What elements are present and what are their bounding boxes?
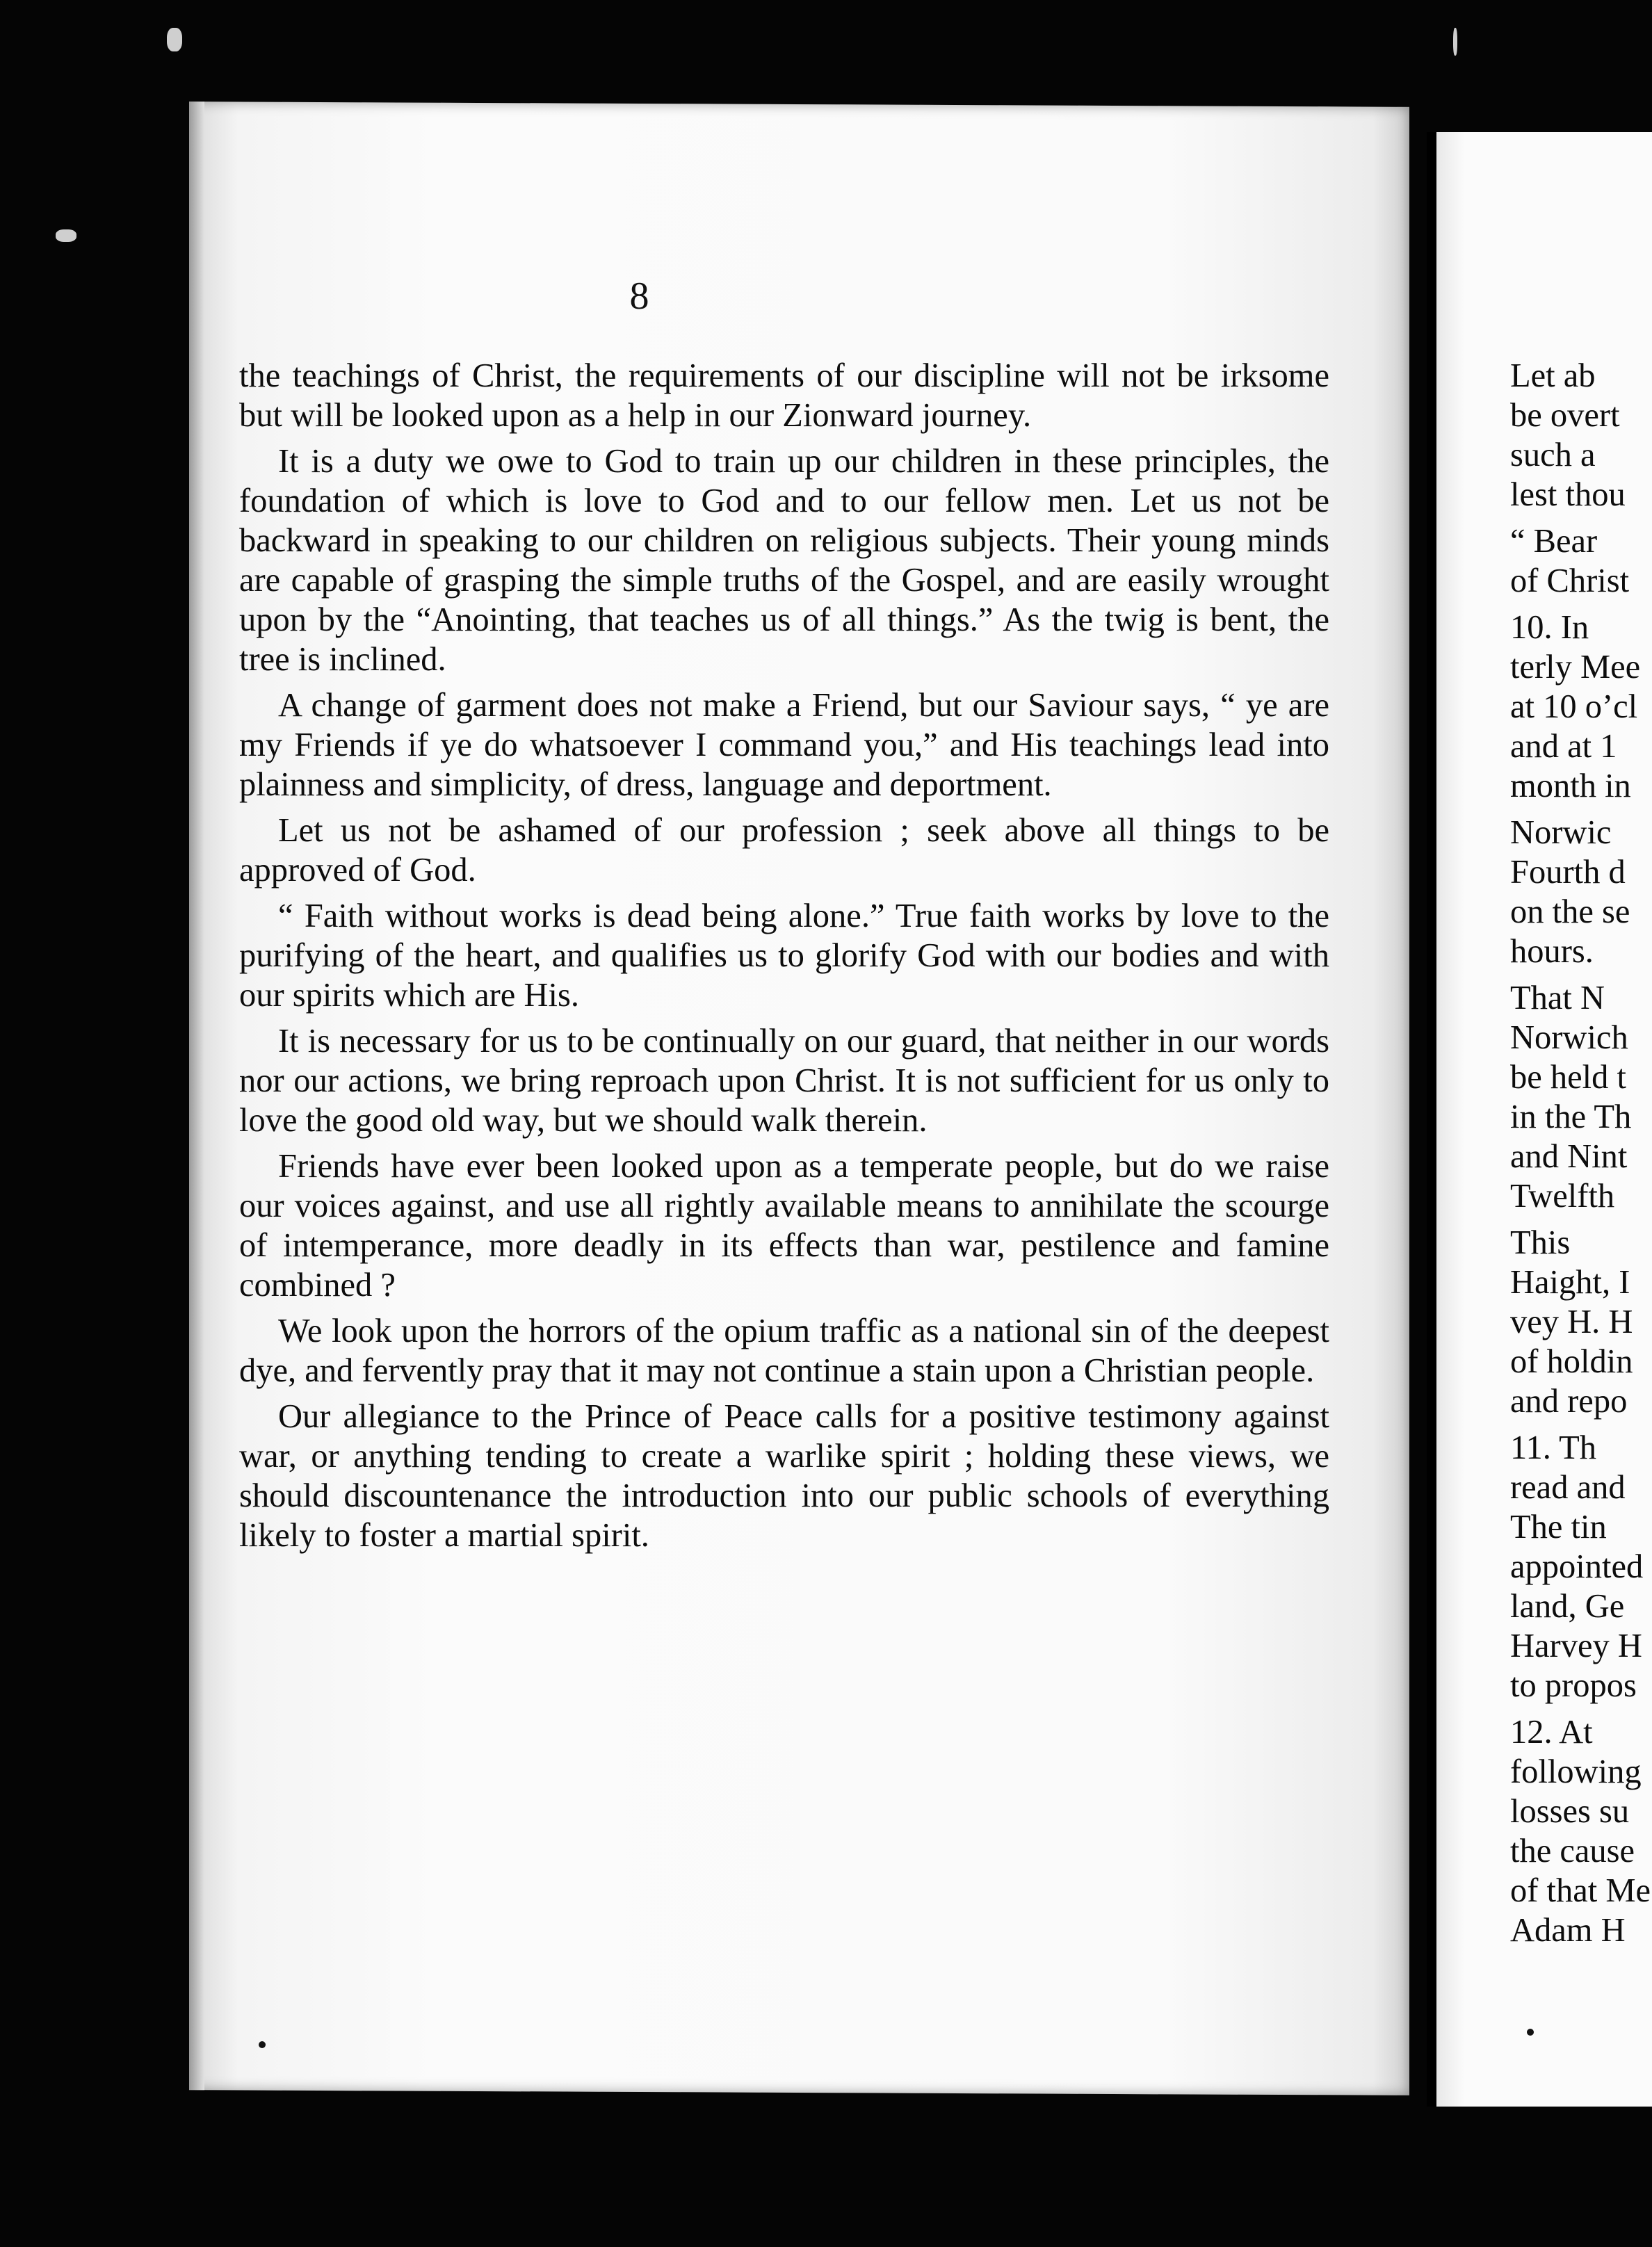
right-page-line: of Christ (1510, 562, 1630, 599)
paragraph: the teachings of Christ, the requirements of our discipline will not be irksome but will be looked upon as a help in our Zionward journey. (239, 357, 1329, 434)
page-edge (189, 102, 204, 2090)
line-gap (1510, 601, 1652, 608)
line-gap (1510, 1216, 1652, 1223)
paragraph: It is necessary for us to be continually on our guard, that neither in our words nor our actions, we bring reproach upon Christ. It is not sufficient for us only to love the good old way, but we should walk therein. (239, 1023, 1329, 1139)
line-gap (1510, 514, 1652, 521)
right-page-line: hours. (1510, 933, 1594, 970)
paragraph: A change of garment does not make a Friend, but our Saviour says, “ ye are my Friends if ye do whatsoever I command you,” and His teachings lead into plainness and simplicity, of dress, language and deportment. (239, 687, 1329, 803)
page-mark (1527, 2029, 1534, 2036)
right-page-line: Adam H (1510, 1912, 1626, 1949)
right-page-line: This (1510, 1224, 1571, 1261)
right-page-line: at 10 o’cl (1510, 688, 1638, 725)
right-page-line: Let ab (1510, 357, 1596, 394)
right-page-line: 12. At (1510, 1714, 1593, 1751)
right-page-line: following (1510, 1753, 1642, 1790)
scan-speck (56, 229, 76, 242)
right-page-line: in the Th (1510, 1098, 1632, 1135)
line-gap (1510, 806, 1652, 813)
line-gap (1510, 1705, 1652, 1712)
right-page-line: terly Mee (1510, 649, 1641, 686)
right-page-line: That N (1510, 980, 1605, 1016)
right-page-line: The tin (1510, 1509, 1607, 1546)
right-page-line: Norwic (1510, 814, 1612, 851)
right-page-line: the cause (1510, 1833, 1635, 1869)
scan-speck (167, 28, 182, 51)
paragraph: It is a duty we owe to God to train up our children in these principles, the foundation of which is love to God and to our fellow men. Let us not be backward in speaking to our children on religious subjects. Their young minds are capable of grasping the simple truths of the Gospel, and are easily wrought upon by the “Anointing, that teaches us of all things.” As the twig is bent, the tree is inclined. (239, 443, 1329, 678)
right-page-line: be held t (1510, 1059, 1627, 1096)
right-page-line: lest thou (1510, 476, 1626, 513)
right-page-line: to propos (1510, 1667, 1637, 1704)
right-page-line: on the se (1510, 893, 1630, 930)
right-page-line: “ Bear (1510, 523, 1598, 560)
right-page-line: and at 1 (1510, 728, 1617, 765)
line-gap (1510, 1421, 1652, 1428)
right-page-line: month in (1510, 768, 1631, 804)
right-page-line: appointed (1510, 1548, 1644, 1585)
paragraph: “ Faith without works is dead being alone.” True faith works by love to the purifying of the heart, and qualifies us to glorify God with our bodies and with our spirits which are His. (239, 898, 1329, 1014)
right-page-line: Haight, I (1510, 1264, 1630, 1301)
right-page-line: Fourth d (1510, 854, 1626, 891)
right-page-line: vey H. H (1510, 1304, 1633, 1340)
right-page-line: be overt (1510, 397, 1620, 434)
left-page-text (239, 356, 1329, 1561)
paragraph: Let us not be ashamed of our profession ; seek above all things to be approved of God. (239, 812, 1329, 889)
paragraph: We look upon the horrors of the opium traffic as a national sin of the deepest dye, and fervently pray that it may not continue a stain upon a Christian people. (239, 1313, 1329, 1389)
right-page-line: Harvey H (1510, 1628, 1642, 1664)
right-page-line: of holdin (1510, 1343, 1633, 1380)
paragraph: Friends have ever been looked upon as a temperate people, but do we raise our voices against, and use all rightly available means to annihilate the scourge of intemperance, more deadly in its effects than war, pestilence and famine combined ? (239, 1148, 1329, 1304)
right-page-line: 10. In (1510, 609, 1589, 646)
right-page-line: Twelfth (1510, 1178, 1615, 1215)
right-page-line: and Nint (1510, 1138, 1628, 1175)
right-page-line: 11. Th (1510, 1429, 1596, 1466)
paragraph: Our allegiance to the Prince of Peace calls for a positive testimony against war, or anything tending to create a warlike spirit ; holding these views, we should discountenance the introduction into our public schools of everything likely to foster a martial spirit. (239, 1398, 1329, 1554)
right-page-line: and repo (1510, 1383, 1628, 1420)
right-page-line: of that Me (1510, 1872, 1651, 1909)
right-page-line: read and (1510, 1469, 1626, 1506)
right-page-line: Norwich (1510, 1019, 1628, 1056)
line-gap (1510, 971, 1652, 978)
right-page-text (1510, 356, 1652, 1950)
right-page-line: such a (1510, 437, 1596, 473)
right-page-line: land, Ge (1510, 1588, 1625, 1625)
page-number: 8 (629, 274, 649, 318)
page-mark (259, 2041, 266, 2048)
right-page-line: losses su (1510, 1793, 1630, 1830)
scan-speck (1453, 28, 1457, 56)
